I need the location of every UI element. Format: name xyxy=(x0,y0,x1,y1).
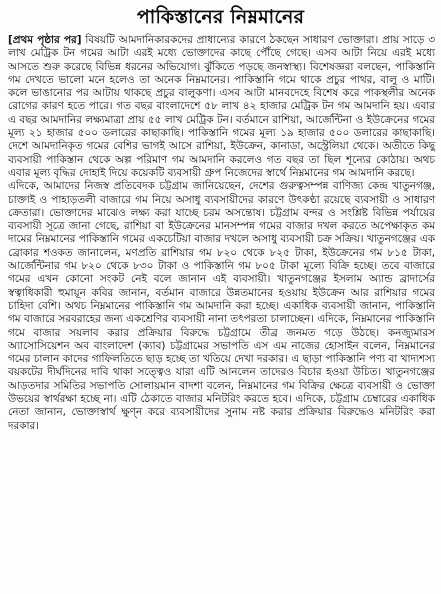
article-paragraph xyxy=(8,180,435,433)
paragraph-text: বিষয়টি আমদানিকারকদের প্রাধান্যের কারণে ঠকছেন সাধারণ ভোক্তারা। প্রায় সাড়ে ৩ লাখ মেট্রিক টন গমের আটা এরই মধ্যে ভোক্তাদের কাছে পৌঁছে গেছে। এসব আটা নিয়ে এরই মধ্যে আসতে শুরু করেছে বিভিন্ন ধরনের অভিযোগ। ঝুঁকিতে পড়ছে জনস্বাস্থ্য। বিশেষজ্ঞরা বলছেন, পাকিস্তানি গম দেখতে ভালো মনে হলেও তা অনেক নিম্নমানের। পাকিস্তানি গমে থাকে প্রচুর পাথর, বালু ও মাটি। কলে ভাঙানোর পর আটায় থাকছে প্রচুর বালুকণা। এসব আটা মানবদেহে বিশেষ করে পাকস্থলীর অনেক রোগের কারণ হতে পারে। গত বছর বাংলাদেশে ৫৮ লাখ ৪২ হাজার মেট্রিক টন গম আমদানি হয়। এবার এ বছর আমদানির লক্ষ্যমাত্রা প্রায় ৫৫ লাখ মেট্রিক টন। বর্তমানে রাশিয়া, আর্জেন্টিনা ও ইউক্রেনের গমের মূল্য ২১ হাজার ৫০০ ডলারের কাছাকাছি। পাকিস্তানি গমের মূল্য ১৯ হাজার ৫০০ ডলারের কাছাকাছি। দেশে আমদানিকৃত গমের বেশির ভাগই আসে রাশিয়া, ইউক্রেন, কানাডা, অস্ট্রেলিয়া থেকে। অতীতে কিছু ব্যবসায়ী পাকিস্তান থেকে অল্প পরিমাণ গম আমদানি করলেও গত বছর তা ছিল শূন্যের কোঠায়। অথচ এবার মূল্য বৃদ্ধির দোহাই দিয়ে কয়েকটি ব্যবসায়ী গ্রুপ নিজেদের স্বার্থে নিম্নমানের গম আমদানি করছে। xyxy=(8,34,435,179)
paragraph-text: এদিকে, আমাদের নিজস্ব প্রতিবেদক চট্টগ্রাম জানিয়েছেন, দেশের গুরুত্বসম্পন্ন বাণিজ্য কেন্দ্র খাতুনগঞ্জ, চাক্তাই ও পাহাড়তলী বাজারে গম নিয়ে অসাধু ব্যবসায়ীদের কারণে উৎকণ্ঠা রয়েছে ব্যবসায়ী ও সাধারণ ক্রেতারা। ভোক্তাদের মাঝেও লক্ষ্য করা যাচ্ছে চরম অসন্তোষ। চট্টগ্রাম বন্দর ও সংশ্লিষ্ট বিভিন্ন পর্যায়ের ব্যবসায়ী সূত্রে জানা গেছে, রাশিয়া বা ইউক্রেনের মানসম্পন্ন গমের বাজার দখল করতে অপেক্ষাকৃত কম দামের নিম্নমানের পাকিস্তানি গমের একচেটিয়া বাজার দখলে অসাধু ব্যবসায়ী চক্র সক্রিয়। খাতুনগঞ্জের এক ব্রোকার শওকত জানালেন, মণপ্রতি রাশিয়ার গম ৮২০ থেকে ৮২৫ টাকা, ইউক্রেনের গম ৮১৫ টাকা, আর্জেন্টিনার গম ৮২০ থেকে ৮৩০ টাকা ও পাকিস্তানি গম ৮০৫ টাকা মূল্যে বিক্রি হচ্ছে। তবে বাজারে গমের এখন কোনো সংকট নেই বলে জানান এই ব্যবসায়ী। খাতুনগঞ্জের ইসলাম অ্যান্ড ব্রাদার্সের স্বত্বাধিকারী হুমায়ূন কবির জানান, বর্তমান বাজারে উন্নতমানের হওয়ায় ইউক্রেন আর রাশিয়ার গমের চাহিদা বেশি। অথচ নিম্নমানের পাকিস্তানি গম আমদানি করা হচ্ছে। একাধিক ব্যবসায়ী জানান, পাকিস্তানি গম বাজারে সরবরাহের জন্য একশ্রেণির ব্যবসায়ী নানা তৎপরতা চালাচ্ছেন। এদিকে, নিম্নমানের পাকিস্তানি গমে বাজার সয়লাব করার প্রক্রিয়ার বিরুদ্ধে চট্টগ্রামে তীব্র জনমত গড়ে উঠছে। কনজ্যুমারস অ্যাসোসিয়েশন অব বাংলাদেশ (ক্যাব) চট্টগ্রামের সভাপতি এস এম নাজের হোসাইন বলেন, নিম্নমানের গমের চালান কাদের গাফিলতিতে ছাড় হচ্ছে তা খতিয়ে দেখা দরকার। এ ছাড়া পাকিস্তানি পণ্য বা খাদ্যশস্য বয়কটের দীর্ঘদিনের দাবি থাকা সত্ত্বেও যারা এটি আনলেন তাদেরও বিচার হওয়া উচিত। খাতুনগঞ্জের আড়তদার সমিতির সভাপতি সোলায়মান বাদশা বলেন, নিম্নমানের গম বিক্রির ক্ষেত্রে ব্যবসায়ী ও ভোক্তা উভয়ের স্বার্থরক্ষা হচ্ছে না। এটি ঠেকাতে বাজার মনিটরিং করতে হবে। এদিকে, চট্টগ্রাম চেম্বারের একাধিক নেতা জানান, ভোক্তাস্বার্থ ক্ষুণ্ন করে ব্যবসায়ীদের সুনাম নষ্ট করার প্রক্রিয়ার বিরুদ্ধেও মনিটরিং করা দরকার। xyxy=(8,180,435,432)
continuation-tag: [প্রথম পৃষ্ঠার পর] xyxy=(8,34,82,46)
article-headline: পাকিস্তানের নিম্নমানের xyxy=(136,6,305,28)
article-body xyxy=(8,34,435,433)
article-paragraph xyxy=(8,34,435,180)
